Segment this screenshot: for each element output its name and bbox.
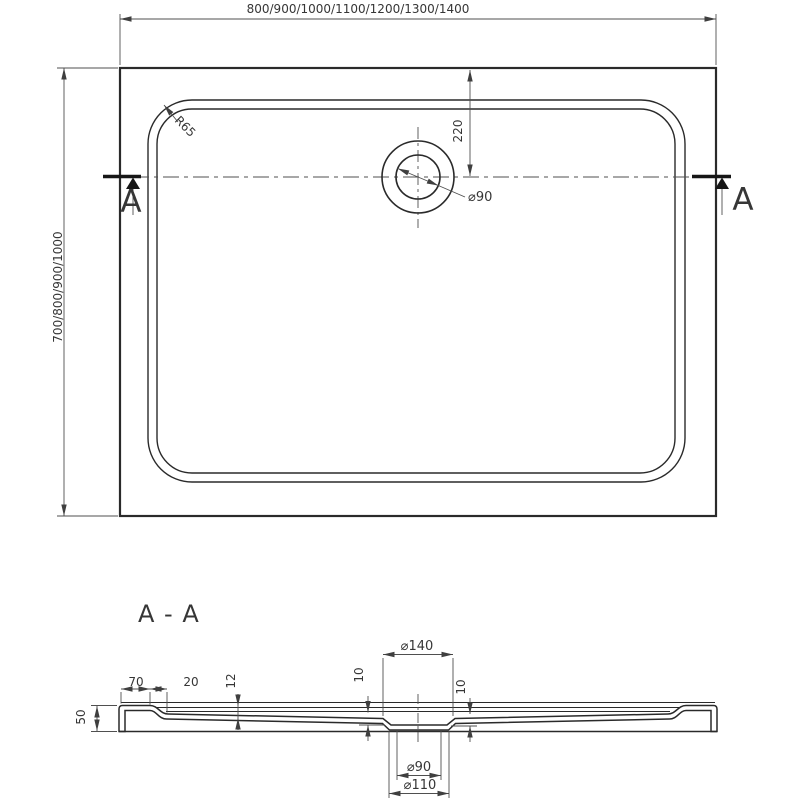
drain-offset-dimension [451, 70, 470, 176]
width-label: 800/900/1000/1100/1200/1300/1400 [246, 2, 470, 16]
recess-diameter-dimension [383, 639, 453, 716]
floor-drop-label: 12 [224, 673, 238, 689]
section-marker-right: A [732, 182, 754, 218]
floor-edge [157, 109, 675, 473]
section-title: A - A [138, 600, 200, 628]
drain-hole-dimension [397, 731, 441, 780]
corner-radius-label: R65 [171, 113, 199, 140]
tray-height-label: 50 [74, 709, 88, 725]
drain-hole-label: ⌀90 [406, 760, 432, 775]
section-view [74, 600, 717, 798]
recess-depth-left-dimension [352, 667, 385, 741]
depth-label: 700/800/900/1000 [51, 231, 65, 343]
drain [382, 127, 454, 228]
section-marker-left: A [120, 184, 142, 220]
rim-width-label: 70 [128, 675, 144, 689]
width-dimension [120, 2, 716, 65]
drain-diameter-label: ⌀90 [468, 190, 493, 205]
step-width-label: 20 [183, 675, 199, 689]
tray-height-dimension [74, 706, 117, 732]
recess-depth-right-dimension [451, 679, 477, 742]
drain-diameter-dimension [398, 169, 493, 206]
recess-diameter-label: ⌀140 [400, 639, 434, 654]
top-view [51, 2, 754, 516]
rim-inner-edge [148, 100, 685, 482]
recess-depth-right-label: 10 [454, 679, 468, 695]
recess-depth-left-label: 10 [352, 667, 366, 683]
drain-flange-label: ⌀110 [403, 778, 437, 793]
depth-dimension [51, 68, 118, 516]
step-width-dimension [150, 675, 199, 713]
floor-drop-dimension [224, 673, 238, 730]
section-cut-line [103, 177, 754, 221]
rim-width-dimension [121, 675, 150, 705]
drain-offset-label: 220 [451, 119, 465, 143]
